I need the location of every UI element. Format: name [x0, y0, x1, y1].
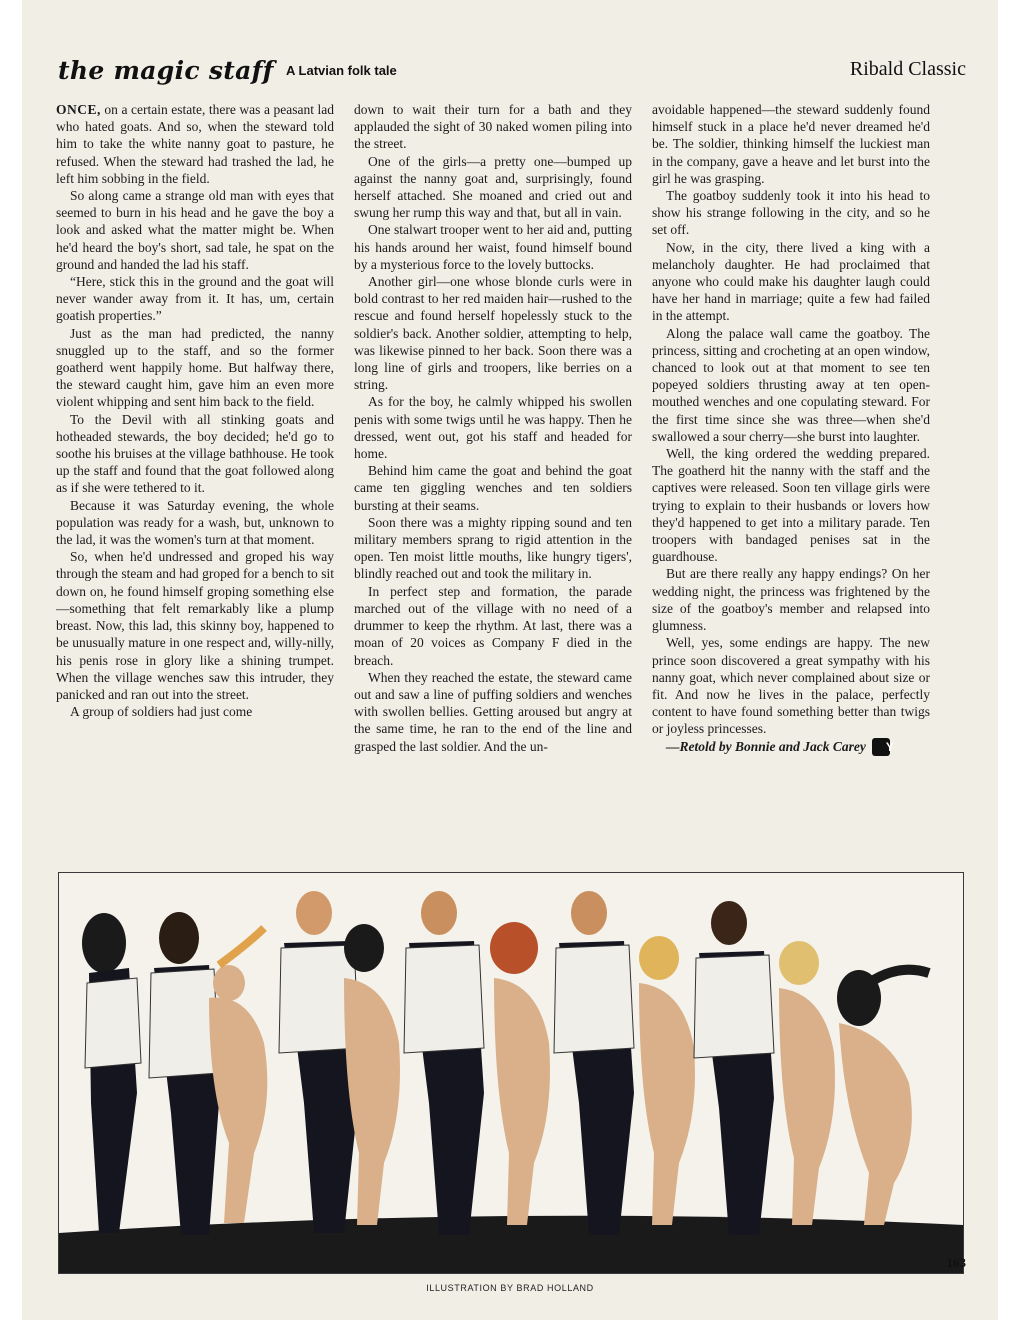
paragraph: A group of soldiers had just come — [70, 704, 253, 720]
paragraph: So along came a strange old man with eyes that seemed to burn in his head and he gave the boy a look and asked what the matter might be. When he'd heard the boy's short, sad tale, he spat on the ground and handed the lad his staff. — [56, 188, 334, 272]
article-header — [58, 56, 966, 86]
paragraph: In perfect step and formation, the parade marched out of the village with no need of a drummer to keep the rhythm. At last, there was a moan of 20 voices as Company F died in the breach. — [354, 583, 632, 668]
lead-in: ONCE, — [56, 102, 101, 117]
magazine-page — [22, 0, 998, 1320]
end-mark-icon: Y — [872, 738, 890, 756]
text-column-2 — [354, 101, 632, 861]
text-column-3 — [652, 101, 930, 861]
page-number: 163 — [946, 1255, 966, 1270]
paragraph: down to wait their turn for a bath and they applauded the sight of 30 naked women piling into the street. — [354, 102, 632, 152]
paragraph: Along the palace wall came the goatboy. The princess, sitting and crocheting at an open window, chanced to look out at that moment to see ten popeyed soldiers thrusting away at ten open-mouthed wenches and one copulating steward. For the first time since she was three—when she'd swallowed a sour cherry—she burst into laughter. — [652, 325, 930, 444]
paragraph: Because it was Saturday evening, the whole population was ready for a wash, but, unknown to the lad, it was the women's turn at that moment. — [56, 497, 334, 548]
article-title: the magic staff — [58, 56, 274, 85]
illustration — [58, 872, 964, 1274]
paragraph: One of the girls—a pretty one—bumped up against the nanny goat and, surprisingly, found herself attached. She moaned and cried out and swung her rump this way and that, but all in vain. — [354, 153, 632, 221]
paragraph: When they reached the estate, the steward came out and saw a line of puffing soldiers and wenches with swollen bellies. Getting aroused but angry at the same time, he ran to the end of the line and grasped the last soldier. And the un- — [354, 669, 632, 754]
illustration-credit: ILLUSTRATION BY BRAD HOLLAND — [426, 1283, 594, 1293]
paragraph: As for the boy, he calmly whipped his swollen penis with some twigs until he was happy. Then he dressed, went out, got his staff and headed for home. — [354, 394, 632, 462]
paragraph-text: on a certain estate, there was a peasant lad who hated goats. And so, when the steward told him to take the white nanny goat to pasture, he refused. When the steward had trashed the lad, he left him sobbing in the field. — [56, 102, 334, 186]
paragraph: But are there really any happy endings? On her wedding night, the princess was frightened by the size of the goatboy's member and relapsed into glumness. — [652, 566, 930, 634]
author-credit-text: —Retold by Bonnie and Jack Carey — [666, 738, 866, 754]
paragraph: Just as the man had predicted, the nanny snuggled up to the staff, and so the former goatherd went happily home. But halfway there, the steward caught him, gave him an even more violent whipping and sent him back to the field. — [56, 325, 334, 410]
paragraph — [56, 101, 334, 187]
text-column-1 — [56, 101, 334, 861]
paragraph: Now, in the city, there lived a king with a melancholy daughter. He had proclaimed that anyone who could make his daughter laugh could have her hand in marriage; quite a few had failed in the attempt. — [652, 239, 930, 324]
paragraph: “Here, stick this in the ground and the goat will never wander away from it. It has, um, certain goatish properties.” — [56, 274, 334, 324]
paragraph: Well, yes, some endings are happy. The new prince soon discovered a great sympathy with his nanny goat, which never complained about size or fit. And now he lives in the palace, perfectly content to have found something better than twigs or joyless princesses. — [652, 635, 930, 737]
article-subtitle: A Latvian folk tale — [286, 63, 397, 78]
paragraph: To the Devil with all stinking goats and hotheaded stewards, the boy decided; he'd go to soothe his bruises at the village bathhouse. He took up the staff and found that the goat followed along as if she were tethered to it. — [56, 411, 334, 496]
paragraph: Another girl—one whose blonde curls were in bold contrast to her red maiden hair—rushed to the rescue and found herself hopelessly stuck to the soldier's back. Another soldier, attempting to help, was likewise pinned to her back. Soon there was a long line of girls and troopers, like berries on a string. — [354, 274, 632, 393]
procession-illustration — [59, 873, 963, 1273]
paragraph: So, when he'd undressed and groped his way through the steam and had groped for a bench to sit down on, he found himself groping something else—something that felt remarkably like a plump breast. Now, this lad, this skinny boy, happened to be unusually mature in one respect and, willy-nilly, his penis rose in glory like a shining trumpet. When the village wenches saw this intruder, they panicked and ran out into the street. — [56, 549, 334, 702]
paragraph: avoidable happened—the steward suddenly found himself stuck in a place he'd never dreamed he'd be. The soldier, thinking himself the luckiest man in the company, gave a heave and let burst into the girl he was grasping. — [652, 102, 930, 186]
paragraph: One stalwart trooper went to her aid and, putting his hands around her waist, found himself bound by a mysterious force to the lovely buttocks. — [354, 222, 632, 272]
paragraph: Soon there was a mighty ripping sound and ten military members sprang to rigid attention in the open. Ten moist little mouths, like hungry tigers', blindly reached out and took the military in. — [354, 514, 632, 582]
author-credit — [652, 738, 930, 757]
paragraph: Behind him came the goat and behind the goat came ten giggling wenches and ten soldiers bursting at their seams. — [354, 463, 632, 513]
section-label: Ribald Classic — [849, 58, 966, 80]
paragraph: Well, the king ordered the wedding prepared. The goatherd hit the nanny with the staff and the captives were released. Soon ten village girls were trying to explain to their husbands or lovers how they'd happened to get into a military parade. Ten troopers with bandaged penises sat in the guardhouse. — [652, 446, 930, 565]
paragraph: The goatboy suddenly took it into his head to show his strange following in the city, and so he set off. — [652, 188, 930, 238]
